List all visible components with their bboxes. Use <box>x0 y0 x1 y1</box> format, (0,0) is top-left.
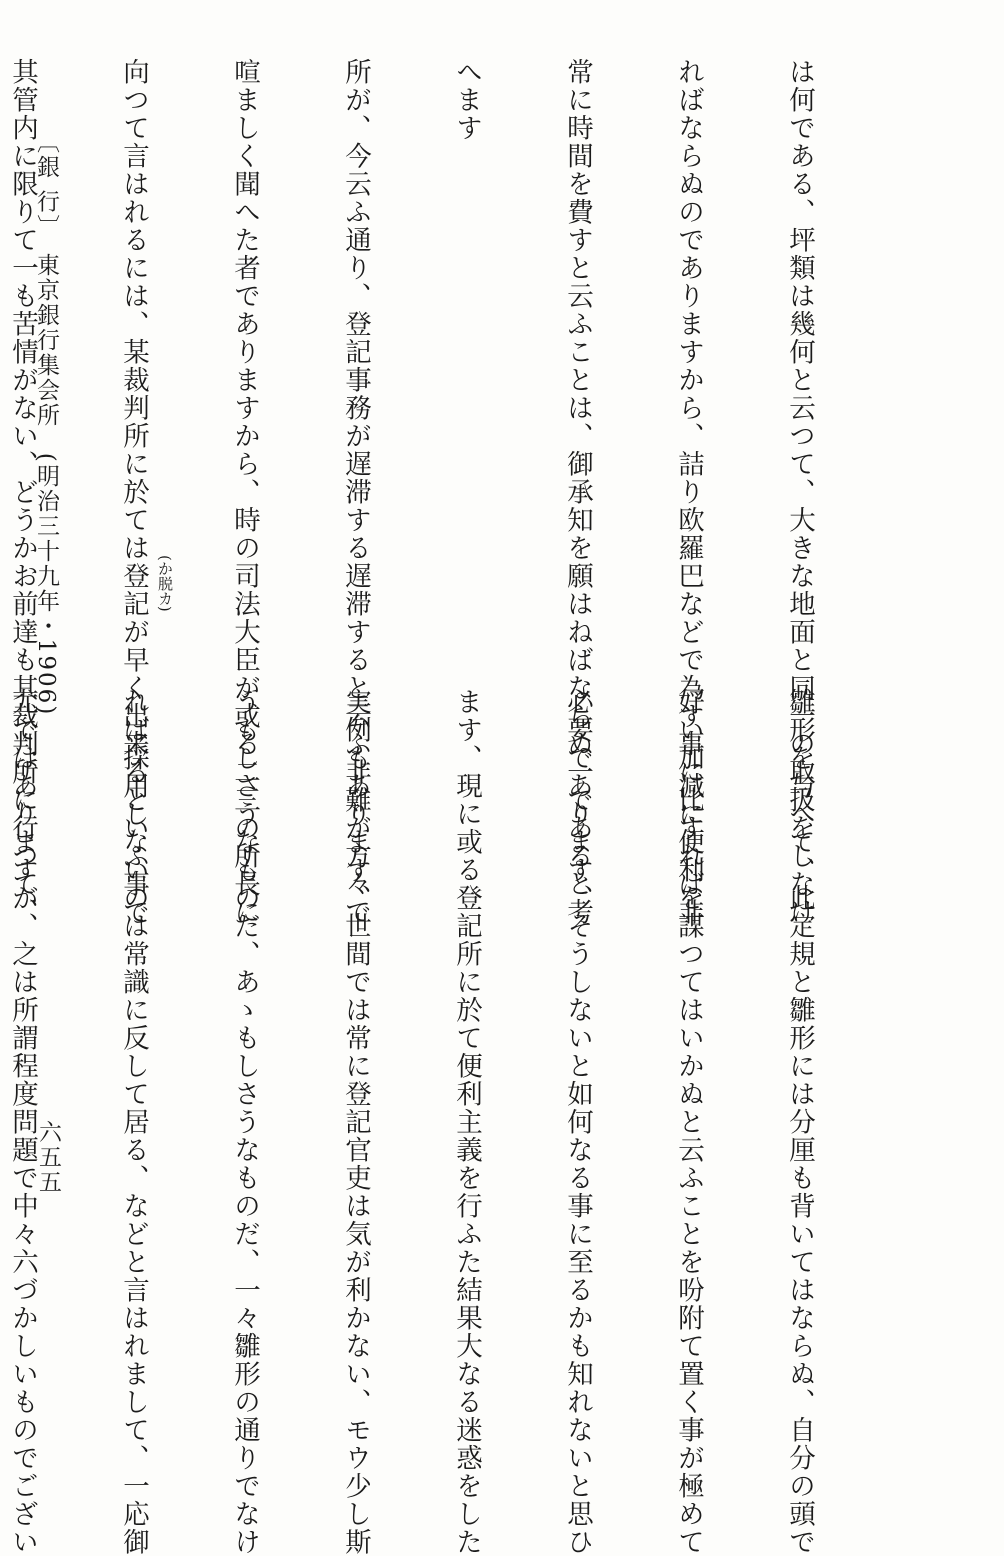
text-column: 雛形を与へて、此定規と雛形には分厘も背いてはならぬ、自分の頭で <box>784 688 815 1556</box>
text-column: れば採用しないのは常識に反して居る、などと言はれまして、一応御 <box>118 688 149 1556</box>
text-column: うもしさうなものだ、あゝもしさうなものだ、一々雛形の通りでなけ <box>229 688 260 1556</box>
text-column: 其管内に限りて一も苦情がない、どうかお前達も其裁判所に行つて、 <box>7 58 38 926</box>
running-head: 〔銀 行〕 東京銀行集会所 (明治三十九年・1906) <box>33 130 59 717</box>
text-column: 必要であります、そうしないと如何なる事に至るかも知れないと思ひ <box>562 688 593 1556</box>
text-column: 喧ましく聞へた者でありますから、時の司法大臣が或る二三の所長に <box>229 58 260 926</box>
text-column: 好い加減に便利を謀つてはいかぬと云ふことを吩附て置く事が極めて <box>673 688 704 1556</box>
text-column: 常に時間を費すと云ふことは、御承知を願はねばならぬ一であると考 <box>562 58 593 926</box>
text-column: へます <box>451 58 482 142</box>
text-column: ます、現に或る登記所に於て便利主義を行ふた結果大なる迷惑をした <box>451 688 482 1556</box>
text-column: 向つて言はれるには、某裁判所に於ては登記が早く出来るといふ事で <box>118 58 149 926</box>
page-number: 六五五 <box>35 1120 61 1195</box>
text-column: 尤ではありますが、之は所謂程度問題で中々六づかしいものでござい <box>7 688 38 1556</box>
text-column: は何である、坪類は幾何と云つて、大きな地面と同一の取扱をしなけ <box>784 58 815 926</box>
text-column: ればならぬのでありますから、詰り欧羅巴などで為す事に比すれば非 <box>673 58 704 926</box>
editorial-note: (か脱カ) <box>156 555 174 612</box>
text-column: 実例もあります、世間では常に登記官吏は気が利かない、モウ少し斯 <box>340 688 371 1556</box>
text-column: 所が、今云ふ通り、登記事務が遅滞する遅滞すると云ふ非難が方々で <box>340 58 371 926</box>
